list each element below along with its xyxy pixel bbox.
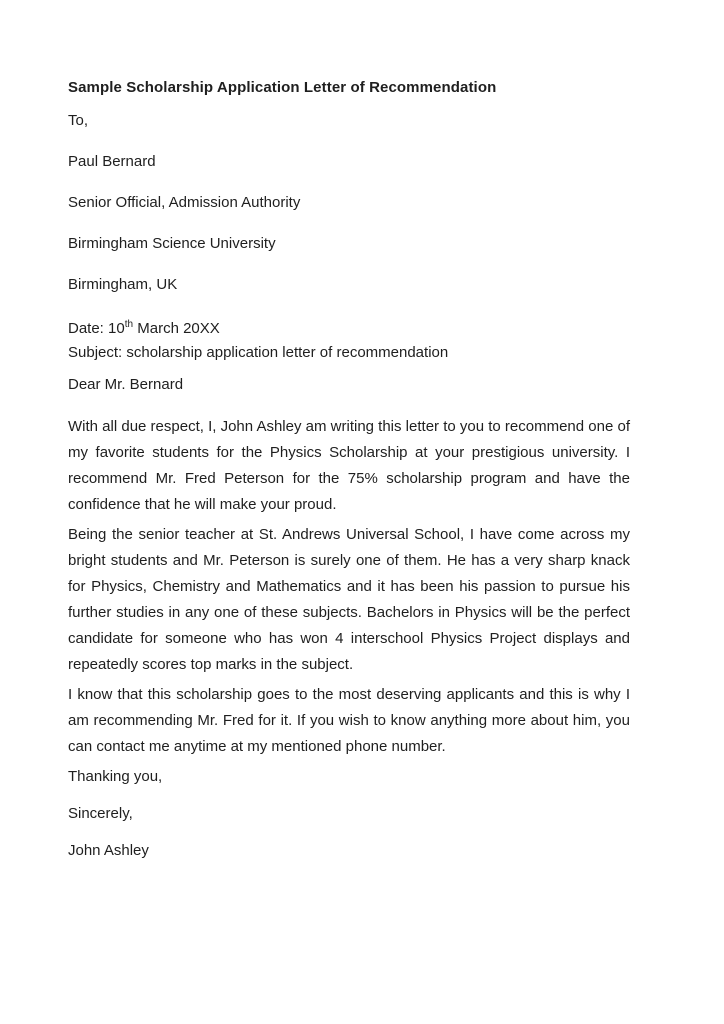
body-paragraph-2: Being the senior teacher at St. Andrews Universal School, I have come across my bright students and Mr. Peterson is surely one of them. He has a very sharp knack for Physics, Chemistry and Mathematics and it has been his passion to pursue his further studies in any one of these subjects. Bachelors in Physics will be the perfect candidate for someone who has won 4 interschool Physics Project displays and repeatedly scores top marks in the subject. bbox=[68, 526, 630, 673]
recipient-name: Paul Bernard bbox=[68, 153, 156, 170]
salutation: Dear Mr. Bernard bbox=[68, 376, 184, 393]
subject-line: Subject: scholarship application letter of recommendation bbox=[68, 344, 449, 361]
date-prefix: Date: 10 bbox=[68, 320, 125, 337]
date-line bbox=[68, 317, 630, 341]
body-paragraph-3: I know that this scholarship goes to the most deserving applicants and this is why I am recommending Mr. Fred for it. If you wish to know anything more about him, you can contact me anytime at my mentioned phone number. bbox=[68, 686, 630, 755]
body-paragraph-1: With all due respect, I, John Ashley am writing this letter to you to recommend one of my favorite students for the Physics Scholarship at your prestigious university. I recommend Mr. Fred Peterson for the 75% scholarship program and have the confidence that he will make your proud. bbox=[68, 418, 630, 513]
closing-thanks: Thanking you, bbox=[68, 768, 163, 785]
date-ordinal-superscript: th bbox=[124, 319, 134, 330]
recipient-institution: Birmingham Science University bbox=[68, 235, 276, 252]
date-rest: March 20XX bbox=[133, 320, 220, 337]
recipient-to-label: To, bbox=[68, 112, 89, 129]
meta-block bbox=[68, 317, 630, 365]
closing-signoff: Sincerely, bbox=[68, 805, 133, 822]
recipient-position: Senior Official, Admission Authority bbox=[68, 194, 301, 211]
letter-content bbox=[68, 78, 630, 859]
letter-title: Sample Scholarship Application Letter of Recommendation bbox=[68, 79, 497, 96]
closing-signature: John Ashley bbox=[68, 842, 149, 859]
recipient-location: Birmingham, UK bbox=[68, 276, 178, 293]
